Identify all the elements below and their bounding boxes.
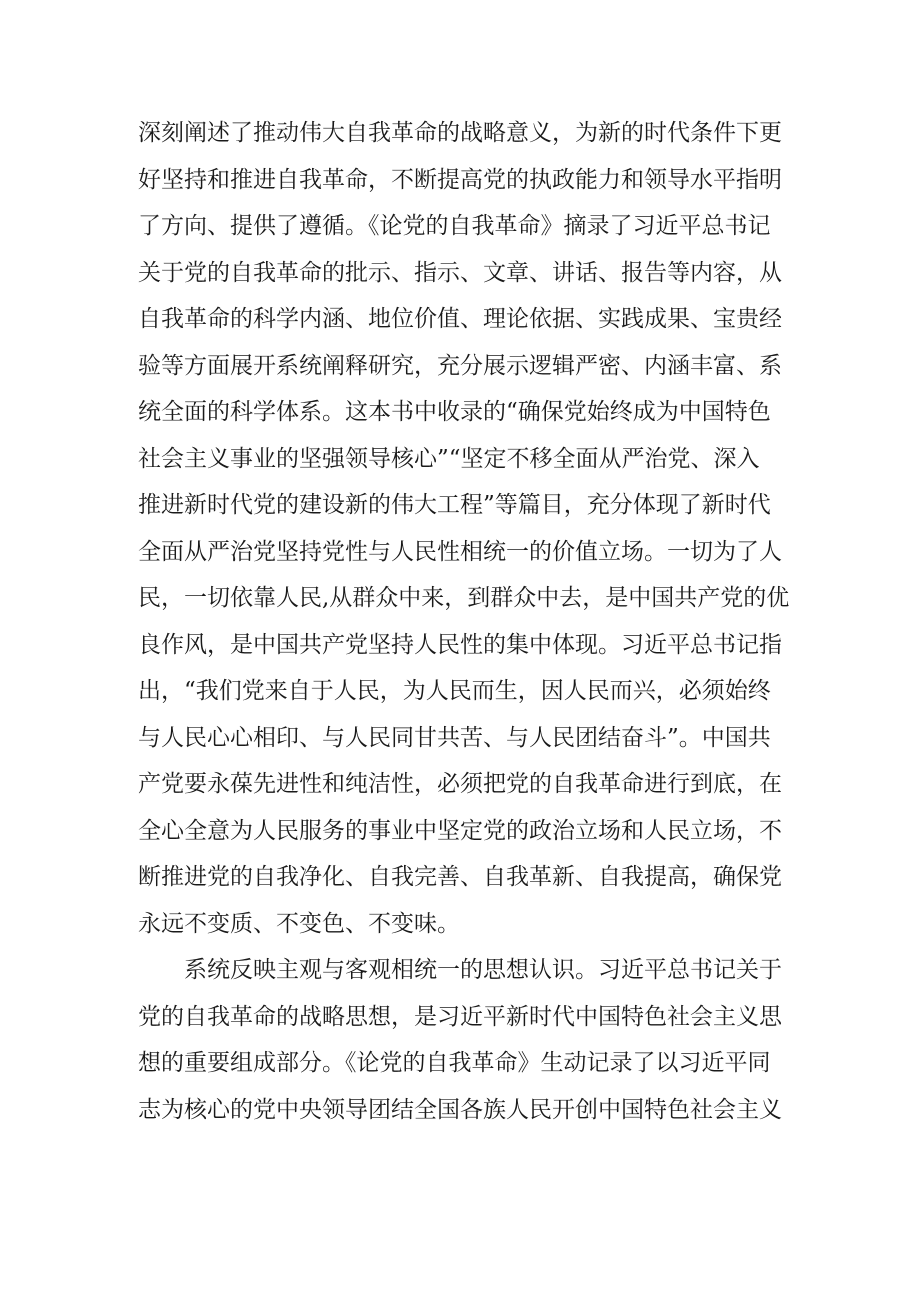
text-line: 出，“我们党来自于人民，为人民而生，因人民而兴，必须始终 <box>138 678 771 704</box>
text-line: 全心全意为人民服务的事业中坚定党的政治立场和人民立场，不 <box>138 817 782 844</box>
text-line: 自我革命的科学内涵、地位价值、理论依据、实践成果、宝贵经 <box>138 306 782 332</box>
paragraph <box>138 110 798 947</box>
paragraph <box>138 947 798 1133</box>
text-line: 产党要永葆先进性和纯洁性，必须把党的自我革命进行到底，在 <box>138 771 782 797</box>
text-line: 永远不变质、不变色、不变味。 <box>138 910 460 937</box>
text-line: 志为核心的党中央领导团结全国各族人民开创中国特色社会主义 <box>138 1096 782 1123</box>
text-line: 民，一切依靠人民,从群众中来，到群众中去，是中国共产党的优 <box>138 585 790 611</box>
text-line: 深刻阐述了推动伟大自我革命的战略意义，为新的时代条件下更 <box>138 120 782 146</box>
text-line: 良作风，是中国共产党坚持人民性的集中体现。习近平总书记指 <box>138 631 782 658</box>
text-line: 想的重要组成部分。《论党的自我革命》生动记录了以习近平同 <box>138 1050 771 1076</box>
body-text <box>138 110 798 1133</box>
text-line: 好坚持和推进自我革命，不断提高党的执政能力和领导水平指明 <box>138 166 782 193</box>
text-line: 推进新时代党的建设新的伟大工程”等篇目，充分体现了新时代 <box>138 492 771 518</box>
text-line: 断推进党的自我净化、自我完善、自我革新、自我提高，确保党 <box>138 864 782 890</box>
text-line: 统全面的科学体系。这本书中收录的“确保党始终成为中国特色 <box>138 399 771 425</box>
text-line: 党的自我革命的战略思想，是习近平新时代中国特色社会主义思 <box>138 1003 782 1030</box>
text-line: 了方向、提供了遵循。《论党的自我革命》摘录了习近平总书记 <box>138 213 771 239</box>
text-line: 全面从严治党坚持党性与人民性相统一的价值立场。一切为了人 <box>138 538 782 565</box>
text-line: 与人民心心相印、与人民同甘共苦、与人民团结奋斗”。中国共 <box>138 724 771 751</box>
text-line: 社会主义事业的坚强领导核心”“坚定不移全面从严治党、深入 <box>138 445 760 472</box>
text-line: 系统反映主观与客观相统一的思想认识。习近平总书记关于 <box>184 957 782 983</box>
text-line: 验等方面展开系统阐释研究，充分展示逻辑严密、内涵丰富、系 <box>138 352 782 379</box>
text-line: 关于党的自我革命的批示、指示、文章、讲话、报告等内容，从 <box>138 259 782 286</box>
